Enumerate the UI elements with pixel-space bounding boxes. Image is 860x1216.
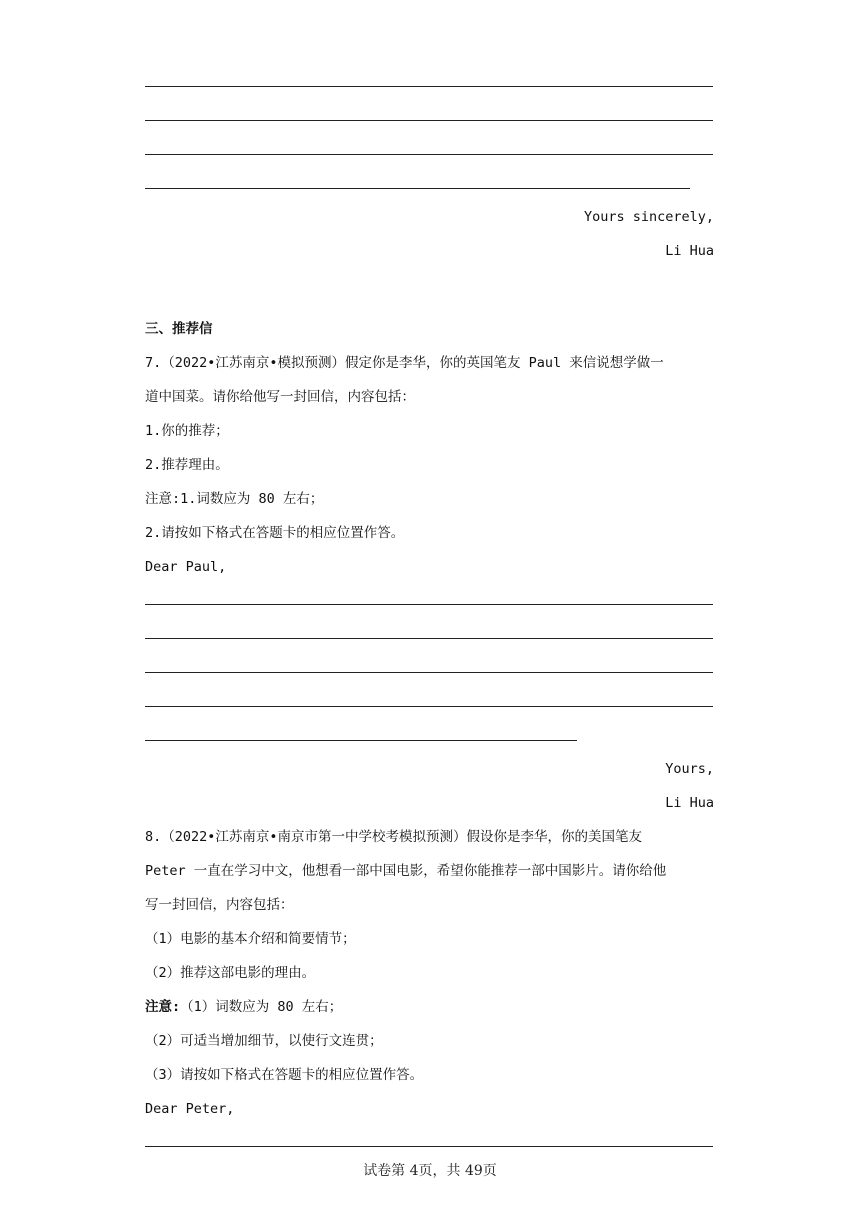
answer-line — [145, 672, 713, 673]
question-8-note-3: （3）请按如下格式在答题卡的相应位置作答。 — [145, 1067, 424, 1083]
sign-off: Yours sincerely, — [583, 209, 714, 225]
question-8-point-1: （1）电影的基本介绍和简要情节； — [145, 931, 356, 947]
question-7-line-1: 7.（2022•江苏南京•模拟预测）假定你是李华，你的英国笔友 Paul 来信说想学做一 — [145, 355, 664, 371]
answer-line — [145, 120, 713, 121]
question-8-line-2: Peter 一直在学习中文，他想看一部中国电影，希望你能推荐一部中国影片。请你给他 — [145, 863, 667, 879]
question-7-line-2: 道中国菜。请你给他写一封回信，内容包括： — [145, 389, 415, 405]
answer-line — [145, 86, 713, 87]
question-7-signature-name: Li Hua — [665, 795, 714, 811]
question-7-note-1: 注意:1.词数应为 80 左右； — [145, 491, 324, 507]
question-7-sign-off: Yours, — [665, 761, 714, 777]
answer-line — [145, 1146, 713, 1147]
question-7-point-1: 1.你的推荐； — [145, 423, 229, 439]
question-8-greeting: Dear Peter, — [145, 1101, 235, 1117]
answer-line — [145, 740, 577, 741]
question-7-greeting: Dear Paul, — [145, 559, 227, 575]
answer-line — [145, 604, 713, 605]
signature-name: Li Hua — [665, 243, 714, 259]
question-8-note-2: （2）可适当增加细节，以使行文连贯； — [145, 1033, 383, 1049]
question-7-note-2: 2.请按如下格式在答题卡的相应位置作答。 — [145, 525, 405, 541]
question-8-note-1 — [145, 998, 342, 1016]
question-8-line-1: 8.（2022•江苏南京•南京市第一中学校考模拟预测）假设你是李华，你的美国笔友 — [145, 829, 643, 845]
note-text: （1）词数应为 80 左右； — [180, 999, 343, 1015]
answer-line — [145, 188, 690, 189]
answer-line — [145, 706, 713, 707]
section-heading: 三、推荐信 — [145, 321, 213, 337]
answer-line — [145, 154, 713, 155]
answer-line — [145, 638, 713, 639]
note-label: 注意: — [145, 999, 181, 1015]
question-8-line-3: 写一封回信，内容包括： — [145, 897, 294, 913]
question-7-point-2: 2.推荐理由。 — [145, 457, 229, 473]
question-8-point-2: （2）推荐这部电影的理由。 — [145, 965, 316, 981]
page-footer: 试卷第 4页，共 49页 — [363, 1163, 497, 1179]
